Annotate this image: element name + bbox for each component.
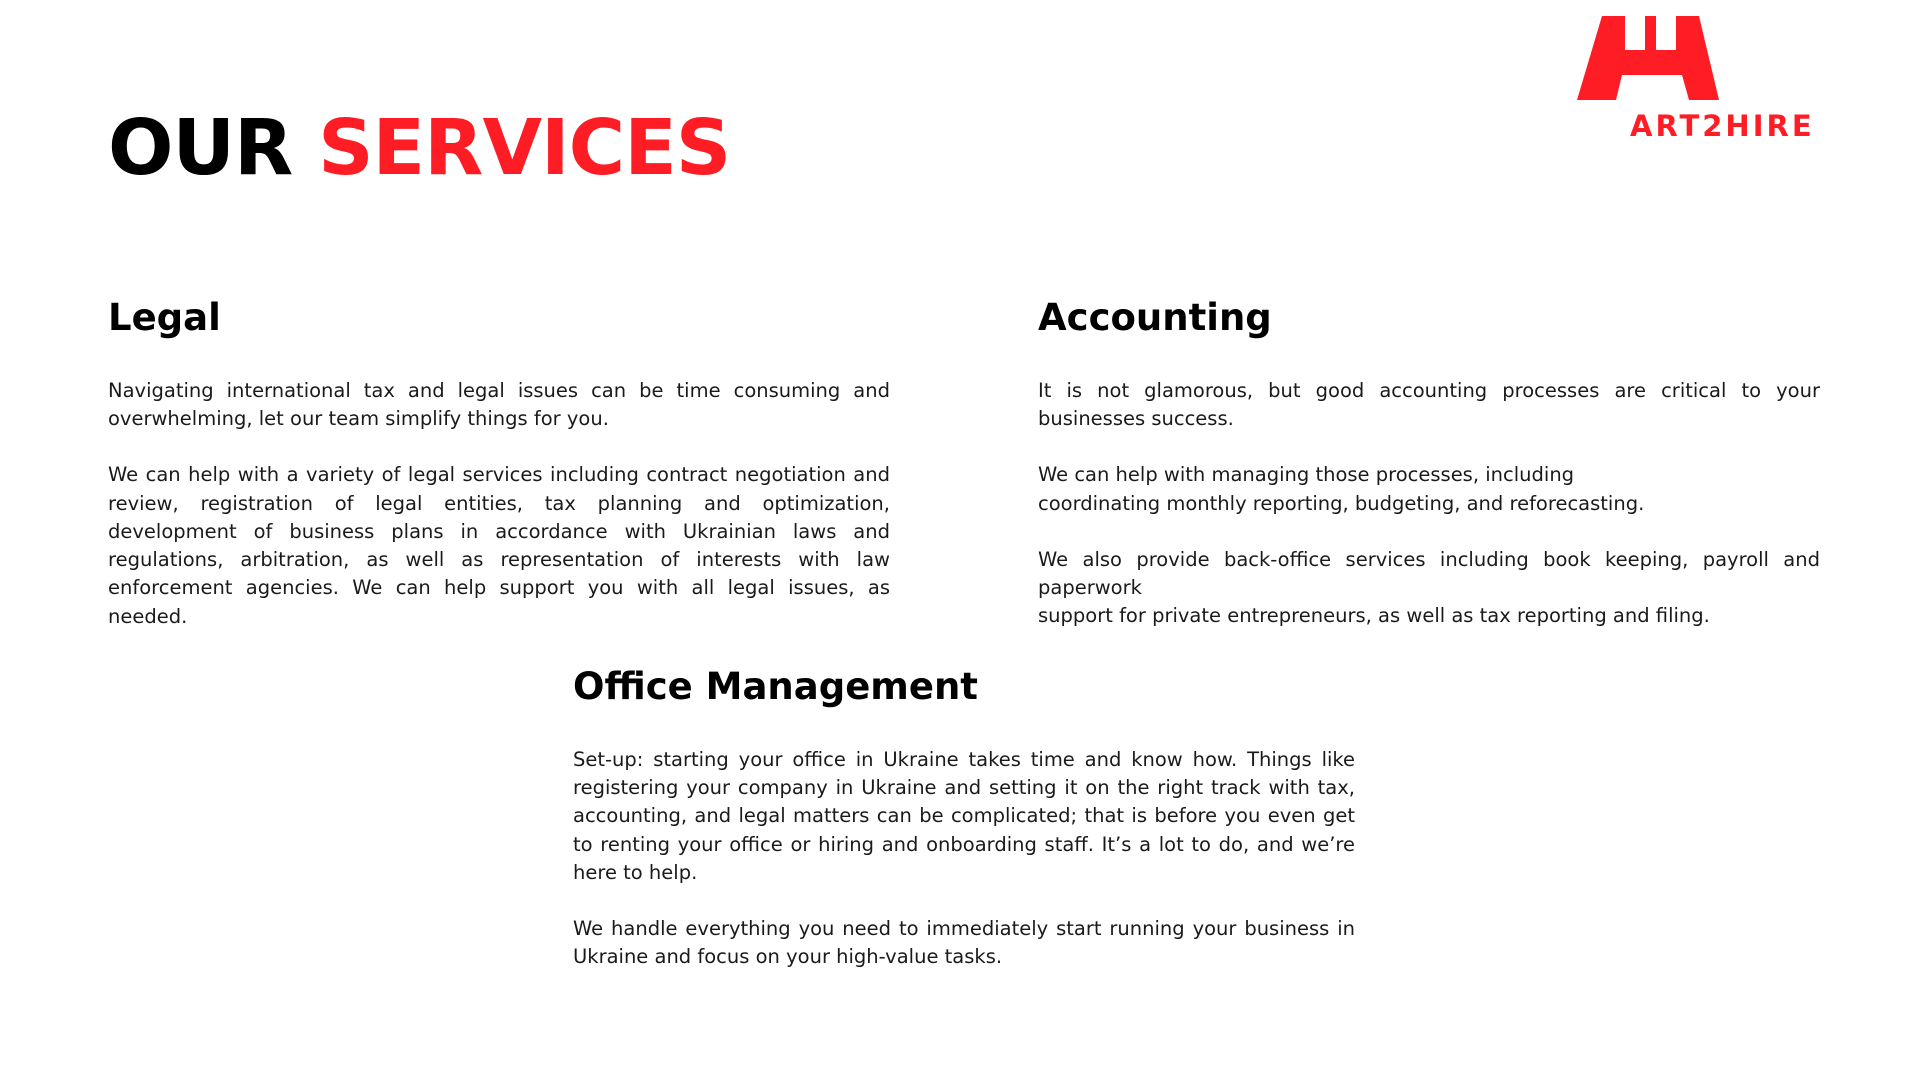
accounting-paragraph-2-line-2: coordinating monthly reporting, budgeting, and reforecasting. [1038,491,1645,515]
accounting-paragraph-1: It is not glamorous, but good accounting processes are critical to your businesses success. [1038,378,1820,430]
accounting-section [1038,298,1820,659]
logo-a-left-notch [1625,16,1645,50]
accounting-paragraph-2 [1038,461,1820,518]
logo-a-counter [1633,80,1673,102]
legal-paragraph-1: Navigating international tax and legal issues can be time consuming and overwhelming, let our team simplify things for you. [108,378,890,430]
office-management-section [573,667,1355,1000]
art2hire-logo [1576,16,1816,156]
page-title-our: OUR [108,104,293,193]
page-title-services: SERVICES [318,104,731,193]
accounting-heading: Accounting [1038,296,1272,339]
accounting-paragraph-3 [1038,546,1820,631]
accounting-paragraph-2-line-1: We can help with managing those processes, including [1038,463,1575,487]
page-title [108,104,731,193]
logo-a-right-notch [1656,16,1676,50]
logo-text: ART2HIRE [1630,109,1815,143]
office-paragraph-2: We handle everything you need to immediately start running your business in Ukraine and focus on your high-value tasks. [573,917,1355,969]
accounting-paragraph-3-line-1: We also provide back-office services including book keeping, payroll and paperwork [1038,547,1820,600]
art2hire-a-logo-icon [1576,16,1816,106]
legal-heading: Legal [108,296,221,339]
legal-section [108,298,890,659]
office-paragraph-1: Set-up: starting your office in Ukraine takes time and know how. Things like registering your company in Ukraine and setting it on the right track with tax, accounting, and legal matters can be complicated; that is before you even get to renting your office or hiring and onboarding staff. It’s a lot to do, and we’re here to help. [573,747,1355,884]
office-management-heading: Office Management [573,665,978,708]
legal-paragraph-2: We can help with a variety of legal services including contract negotiation and review, registration of legal entities, tax planning and optimization, development of business plans in accordance with Ukrainian laws and regulations, arbitration, as well as representation of interests with law enforcement agencies. We can help support you with all legal issues, as needed. [108,463,890,628]
accounting-paragraph-3-line-2: support for private entrepreneurs, as well as tax reporting and filing. [1038,604,1710,628]
